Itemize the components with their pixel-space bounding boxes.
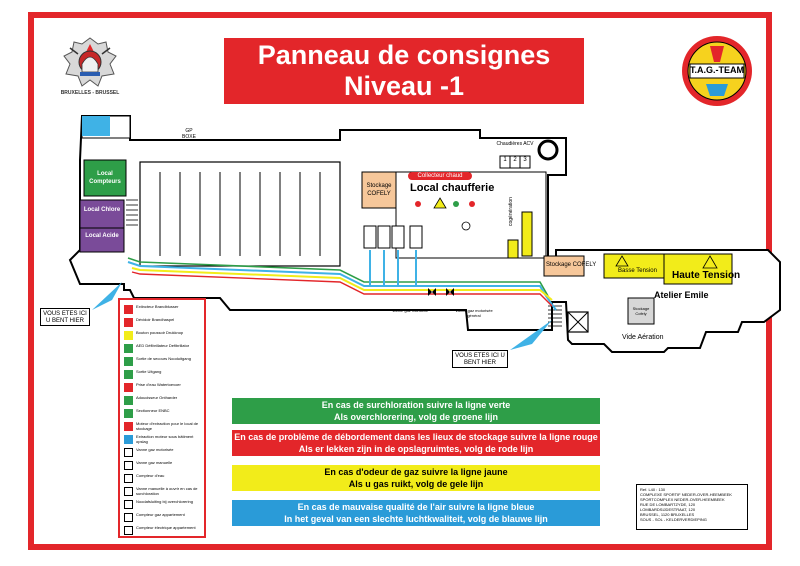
exit-icon: [124, 370, 133, 379]
chlorine-valve-icon: [124, 500, 133, 509]
motor-icon: [124, 435, 133, 444]
tag-team-text: T.A.G.-TEAM: [690, 65, 744, 75]
blue-corner: [82, 116, 110, 136]
green-dot-1: [453, 201, 459, 207]
you-are-here-left: VOUS ETES ICI U BENT HIER: [40, 308, 90, 326]
legend-item: [124, 304, 204, 318]
legend-item-label: Compteur d'eau: [136, 473, 165, 478]
legend-item: [124, 317, 204, 331]
legend-item: [124, 343, 204, 357]
boiler-1-number: 1: [503, 157, 507, 163]
legend-item: [124, 421, 204, 435]
legend-item-label: Compteur électrique appartement: [136, 525, 196, 530]
legend-item-label: Vanne gaz manuelle: [136, 460, 173, 465]
water-meter-icon: [124, 474, 133, 483]
chimney-icon: [539, 141, 557, 159]
you-are-here-center: VOUS ETES ICI U BENT HIER: [452, 350, 508, 368]
red-dot-2: [469, 201, 475, 207]
legend-item: [124, 395, 204, 409]
legend-item: [124, 473, 204, 487]
ventilation-icon: [124, 409, 133, 418]
valve-motor-label: Vanne gaz motorisée général: [455, 308, 493, 318]
fire-hose-icon: [124, 318, 133, 327]
local-chaufferie-label: Local chaufferie: [410, 182, 495, 194]
boiler-2-number: 2: [513, 157, 517, 163]
local-acide-label: Local Acide: [85, 233, 119, 239]
instruction-red-fr: En cas de problème de débordement dans les lieux de stockage suivre la ligne rouge: [234, 432, 598, 442]
legend-item: [124, 512, 204, 526]
legend-item-label: Sortie Uitgang: [136, 369, 162, 374]
valve-manual-label: Vanne gaz manuelle: [392, 308, 429, 313]
legend-item-label: Extincteur Brandblusser: [136, 304, 179, 309]
gas-meter-icon: [462, 222, 470, 230]
legend-item: [124, 525, 204, 539]
legend-item-label: Dévidoir Brandhaspel: [136, 317, 175, 322]
instruction-blue-fr: En cas de mauvaise qualité de l'air suivre la ligne bleue: [297, 502, 535, 512]
local-chlore-label: Local Chlore: [83, 207, 121, 213]
aed-icon: [124, 344, 133, 353]
haute-tension-label: Haute Tension: [672, 270, 741, 281]
legend-item: [124, 486, 204, 500]
legend-item-label: Compteur gaz appartement: [136, 512, 185, 517]
local-chlore-room: [80, 200, 124, 228]
legend-item: [124, 408, 204, 422]
reference-line: Ref. L40 : 130: [640, 487, 666, 492]
legend-item: [124, 447, 204, 461]
equipment-4: [410, 226, 422, 248]
reference-line: SPORTCOMPLEX NEDER-OVER-HEEMBEEK: [640, 497, 725, 502]
instruction-red-nl: Als er lekken zijn in de opslagruimtes, volg de rode lijn: [298, 444, 534, 454]
reference-box: [636, 484, 748, 530]
equipment-3: [392, 226, 404, 248]
push-button-icon: [124, 331, 133, 340]
instruction-green-nl: Als overchlorering, volg de groene lijn: [333, 412, 499, 422]
vide-aeration-label: Vide Aération: [622, 334, 664, 341]
reference-line: RUE DE LOMBARTZYDE, 120: [640, 502, 696, 507]
title-line-2: Niveau -1: [343, 71, 465, 101]
collecteur-label: Collecteur chaud: [417, 173, 463, 179]
emergency-exit-icon: [124, 357, 133, 366]
red-dot-1: [415, 201, 421, 207]
equipment-1: [364, 226, 376, 248]
cogeneration-label: cogénération: [508, 197, 514, 226]
legend-item: [124, 499, 204, 513]
legend-item-label: Moteur d'extraction pour le local de stockage: [136, 421, 199, 431]
instruction-red: [232, 430, 600, 456]
legend-item-label: Extraction moteur sous bâtiment opslag: [136, 434, 194, 444]
atelier-label: Atelier Emile: [654, 290, 709, 300]
legend-item: [124, 460, 204, 474]
legend-item-label: Adoucisseur Ontharder: [136, 395, 178, 400]
chaudieres-label: Chaudières ACV: [496, 141, 534, 147]
stockage-cofely-2-label: Stockage COFELY: [546, 262, 597, 268]
smoke-detector-icon: [124, 396, 133, 405]
valve-icon: [124, 487, 133, 496]
stockage-cofely-1-label: Stockage COFELY: [366, 183, 392, 197]
title-line-1: Panneau de consignes: [257, 40, 551, 70]
storage-icon: [124, 422, 133, 431]
legend-item-label: AED Défibrillateur Defibrillator: [136, 343, 190, 348]
cogeneration-unit: [522, 212, 532, 256]
equipment-2: [378, 226, 390, 248]
gp-boxe-label: GP BOXE: [182, 128, 196, 140]
local-compteurs-label: Local Compteurs: [89, 171, 121, 185]
legend: [118, 298, 206, 538]
legend-item: [124, 330, 204, 344]
legend-item-label: Vanne manuelle à ouvrir en cas de surchloration: [136, 486, 198, 496]
legend-item: [124, 356, 204, 370]
instruction-blue: [232, 500, 600, 526]
meter-box-icon: [124, 513, 133, 522]
legend-item-label: Sortie de secours Nooduitgang: [136, 356, 191, 361]
instruction-yellow: [232, 465, 600, 491]
instruction-green: [232, 398, 600, 424]
gas-valve-motor-icon: [124, 448, 133, 457]
small-yellow-unit: [508, 240, 518, 258]
extinguisher-icon: [124, 305, 133, 314]
reference-line: COMPLEXE SPORTIF NEDER-OVER-HEEMBEEK: [640, 492, 732, 497]
cofely-small-label: Stockage Cofely: [632, 306, 650, 316]
basse-tension-label: Basse Tension: [618, 268, 657, 274]
reference-line: SOUS - SOL - KELDERVERDIEPING: [640, 517, 707, 522]
instruction-blue-nl: In het geval van een slechte luchtkwaliteit, volg de blauwe lijn: [284, 514, 548, 524]
instruction-yellow-nl: Als u gas ruikt, volg de gele lijn: [348, 479, 484, 489]
legend-item-label: Bouton poussoir Drukknop: [136, 330, 184, 335]
basse-tension-room: [604, 254, 664, 278]
legend-item: [124, 434, 204, 448]
instruction-green-fr: En cas de surchloration suivre la ligne verte: [321, 400, 511, 410]
legend-item-label: Vanne gaz motorisée: [136, 447, 174, 452]
legend-item: [124, 382, 204, 396]
reference-line: BRUSSEL, 1120 BRUXELLES: [640, 512, 695, 517]
gas-valve-manual-icon: [124, 461, 133, 470]
legend-item-label: Sectionneur ENBC: [136, 408, 170, 413]
instruction-yellow-fr: En cas d'odeur de gaz suivre la ligne jaune: [324, 467, 508, 477]
legend-item-label: Prise d'eau Watertoevoer: [136, 382, 181, 387]
legend-item-label: Noodafsluiting bij overchlorering: [136, 499, 193, 504]
legend-item: [124, 369, 204, 383]
logo-left-caption: BRUXELLES - BRUSSEL: [60, 90, 120, 96]
boiler-3-number: 3: [523, 157, 527, 163]
water-tap-icon: [124, 383, 133, 392]
electric-meter-icon: [124, 526, 133, 535]
reference-line: LOMBARDSIJDESTRAAT, 120: [640, 507, 696, 512]
